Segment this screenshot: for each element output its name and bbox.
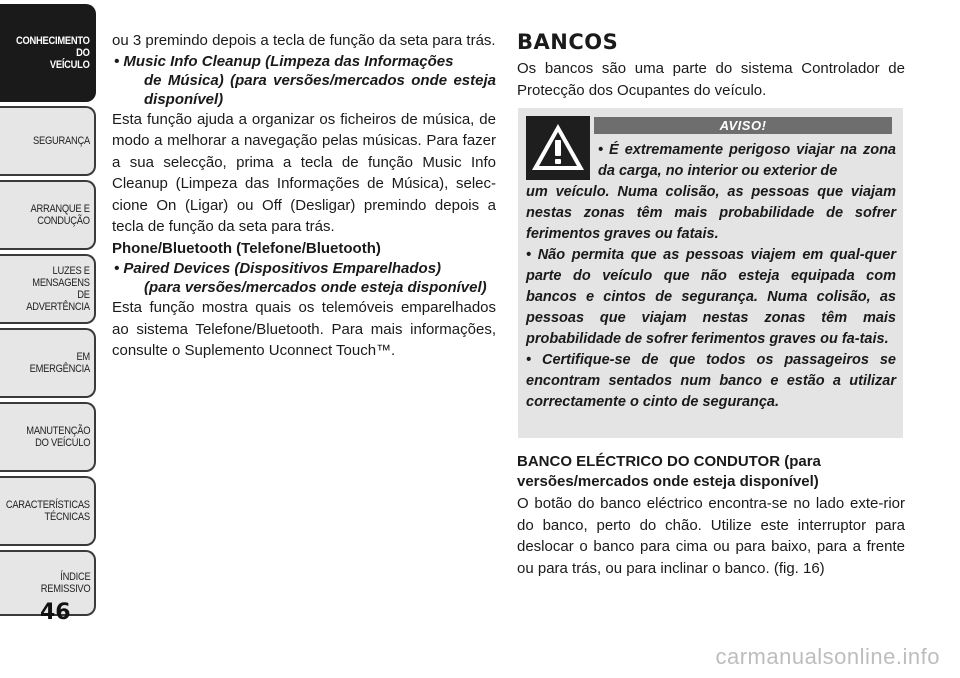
paired-devices-paragraph: Esta função mostra quais os telemóveis emparelhados ao sistema Telefone/Bluetooth. Para mais informações, consulte o Suplemento Uconnect Touch™. xyxy=(112,299,496,359)
tab-label: SEGURANÇA xyxy=(33,135,90,147)
warning-item-2: • Não permita que as pessoas viajem em qual-quer parte do veículo que não esteja equipada com bancos e cintos de segurança. Numa colisão, as pessoas que viajam nestas zonas têm mais probabilidade de sofrer ferimentos graves ou fa-tais. xyxy=(526,247,896,347)
left-column xyxy=(112,30,496,362)
music-info-cleanup-paragraph: Esta função ajuda a organizar os ficheiros de música, de modo a melhorar a navegação pelas músicas. Para fazer a sua selecção, prima a tecla de função Music Info Cleanup (Limpeza das Informações de Música), selec-cione On (Ligar) ou Off (Desligar) premindo depois a tecla de função da seta para trás. xyxy=(112,110,496,235)
phone-bluetooth-heading: Phone/Bluetooth (Telefone/Bluetooth) xyxy=(112,239,381,257)
tab-label: ÍNDICE REMISSIVO xyxy=(40,571,90,595)
tab-label: LUZES E MENSAGENS DE ADVERTÊNCIA xyxy=(26,265,90,313)
banco-electrico-heading: BANCO ELÉCTRICO DO CONDUTOR (para versões/mercados onde esteja disponível) xyxy=(517,453,821,490)
warning-item-1-start: • É extremamente perigoso viajar na zona da carga, no interior ou exterior de xyxy=(598,142,896,179)
tab-label: ARRANQUE E CONDUÇÃO xyxy=(30,203,90,227)
bullet-title-rest: de Música) (para versões/mercados onde esteja disponível) xyxy=(144,71,496,108)
banco-electrico-paragraph: O botão do banco eléctrico encontra-se no lado exte-rior do banco, perto do chão. Utilize este interruptor para deslocar o banco para cima ou para baixo, para a frente ou para trás, ou para inclinar o banco. (fig. 16) xyxy=(517,495,905,577)
warning-header: AVISO! xyxy=(594,117,892,134)
tab-seguranca[interactable] xyxy=(0,106,96,176)
tab-luzes-e-mensagens[interactable] xyxy=(0,254,96,324)
watermark: carmanualsonline.info xyxy=(715,644,940,669)
bullet-title-line: • Music Info Cleanup (Limpeza das Informações xyxy=(114,52,454,70)
warning-text xyxy=(526,140,896,413)
bullet-music-info-cleanup-title xyxy=(112,52,496,109)
right-column xyxy=(517,30,905,101)
tab-caracteristicas-tecnicas[interactable] xyxy=(0,476,96,546)
tab-arranque-e-conducao[interactable] xyxy=(0,180,96,250)
intro-paragraph: ou 3 premindo depois a tecla de função da seta para trás. xyxy=(112,32,496,49)
tab-label: CONHECIMENTO DO VEÍCULO xyxy=(16,35,90,71)
page-number: 46 xyxy=(40,600,71,625)
tab-manutencao-do-veiculo[interactable] xyxy=(0,402,96,472)
tab-conhecimento-do-veiculo[interactable] xyxy=(0,4,96,102)
tab-em-emergencia[interactable] xyxy=(0,328,96,398)
chapter-tabs xyxy=(0,0,100,600)
section-heading-bancos: BANCOS xyxy=(517,30,619,54)
tab-label: EM EMERGÊNCIA xyxy=(29,351,90,375)
bullet-title-line: • Paired Devices (Dispositivos Emparelhados) xyxy=(114,260,442,277)
tab-label: MANUTENÇÃO DO VEÍCULO xyxy=(26,425,90,449)
bancos-intro-paragraph: Os bancos são uma parte do sistema Controlador de Protecção dos Ocupantes do veículo. xyxy=(517,60,905,99)
bullet-paired-devices-title xyxy=(112,259,496,297)
tab-label: CARACTERÍSTICAS TÉCNICAS xyxy=(6,499,90,523)
warning-box xyxy=(518,108,903,438)
warning-item-1-rest: um veículo. Numa colisão, as pessoas que viajam nestas zonas têm mais probabilidade de sofrer ferimentos graves ou fatais. xyxy=(526,184,896,242)
bullet-title-rest: (para versões/mercados onde esteja disponível) xyxy=(144,279,487,296)
warning-item-3: • Certifique-se de que todos os passageiros se encontram sentados num banco e estão a utilizar correctamente o cinto de segurança. xyxy=(526,352,896,410)
